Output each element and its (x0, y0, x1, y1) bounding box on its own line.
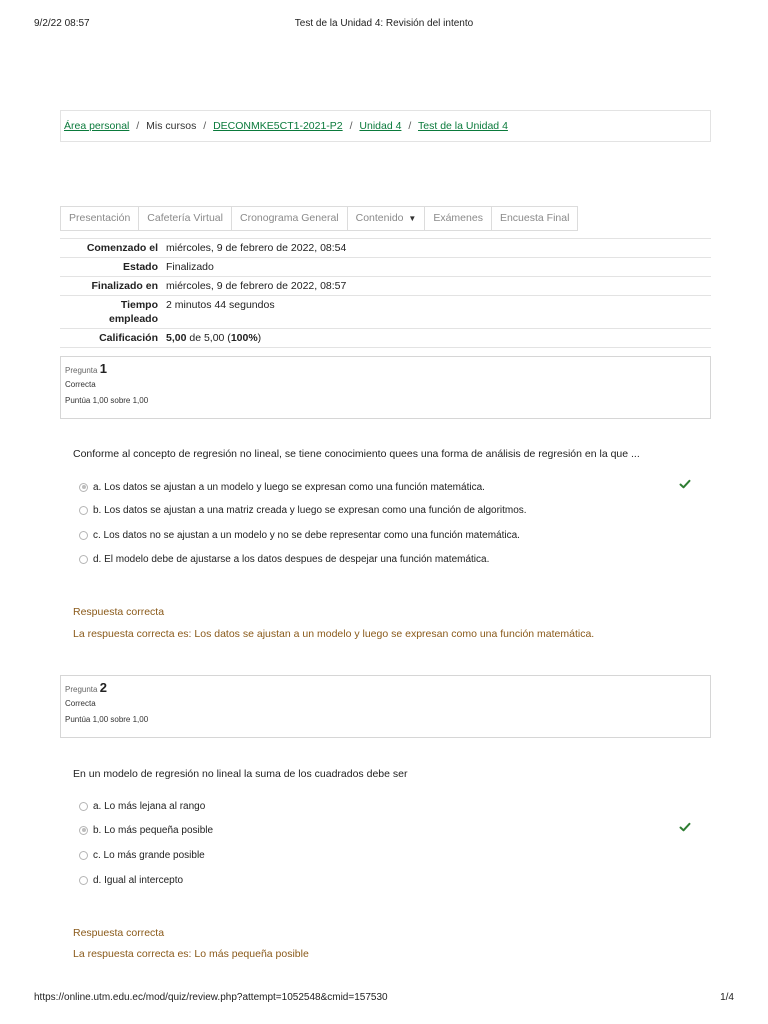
radio-selected-icon[interactable] (79, 483, 88, 492)
answer-option[interactable] (79, 823, 213, 837)
answer-option[interactable] (79, 848, 205, 862)
tab-contenido[interactable] (347, 206, 425, 231)
answer-option[interactable] (79, 503, 527, 517)
summary-value: Finalizado (162, 258, 711, 277)
grade-of: de 5,00 ( (186, 332, 231, 344)
summary-row-grade (60, 329, 711, 348)
feedback-title-2: Respuesta correcta (73, 927, 165, 939)
summary-label (60, 296, 162, 329)
print-title: Test de la Unidad 4: Revisión del intento (294, 18, 474, 29)
summary-row-finished (60, 277, 711, 296)
time-label-line-1: Tiempo (120, 299, 158, 311)
tab-presentacion[interactable]: Presentación (60, 206, 138, 231)
radio-icon[interactable] (79, 531, 88, 540)
summary-row-started (60, 239, 711, 258)
breadcrumb-area-personal[interactable]: Área personal (64, 120, 130, 132)
answer-label: b. Lo más pequeña posible (93, 824, 214, 836)
question-state: Correcta (65, 380, 96, 389)
question-text-1: Conforme al concepto de regresión no lineal, se tiene conocimiento quees una forma de análisis de regresión en la que ... (73, 448, 640, 460)
breadcrumb-test[interactable]: Test de la Unidad 4 (418, 120, 508, 132)
answer-label: c. Lo más grande posible (93, 849, 205, 861)
caret-down-icon: ▼ (408, 214, 417, 223)
answer-option[interactable] (79, 873, 183, 887)
answer-option[interactable] (79, 552, 489, 566)
tab-cronograma-general[interactable]: Cronograma General (231, 206, 347, 231)
breadcrumb-unit[interactable]: Unidad 4 (359, 120, 402, 132)
breadcrumb-separator: / (203, 120, 207, 132)
answer-option[interactable] (79, 528, 520, 542)
summary-label: Comenzado el (60, 239, 162, 258)
attempt-summary (60, 238, 711, 348)
question-state: Correcta (65, 699, 96, 708)
grade-percent: 100% (230, 332, 258, 344)
question-text-2: En un modelo de regresión no lineal la suma de los cuadrados debe ser (73, 768, 408, 780)
tab-contenido-label: Contenido (355, 212, 404, 224)
question-grade: Puntúa 1,00 sobre 1,00 (65, 715, 149, 724)
radio-icon[interactable] (79, 555, 88, 564)
feedback-title-1: Respuesta correcta (73, 606, 165, 618)
summary-row-time (60, 296, 711, 329)
time-label-line-2: empleado (108, 313, 158, 325)
radio-icon[interactable] (79, 506, 88, 515)
answer-label: c. Los datos no se ajustan a un modelo y no se debe representar como una función matemática. (93, 529, 520, 541)
tab-encuesta-final[interactable]: Encuesta Final (491, 206, 578, 231)
course-tabs (60, 206, 578, 231)
summary-label: Finalizado en (60, 277, 162, 296)
answer-option[interactable] (79, 480, 485, 494)
summary-label: Estado (60, 258, 162, 277)
breadcrumb-separator: / (136, 120, 140, 132)
breadcrumb-separator: / (349, 120, 353, 132)
feedback-text-2: La respuesta correcta es: Lo más pequeña posible (73, 948, 309, 960)
grade-close: ) (257, 332, 262, 344)
checkmark-icon (679, 478, 691, 490)
breadcrumb (60, 110, 711, 142)
question-info-2 (60, 675, 711, 738)
radio-selected-icon[interactable] (79, 826, 88, 835)
summary-row-state (60, 258, 711, 277)
summary-value: miércoles, 9 de febrero de 2022, 08:57 (162, 277, 711, 296)
summary-value: 2 minutos 44 segundos (162, 296, 711, 329)
question-prefix: Pregunta (65, 366, 98, 375)
checkmark-icon (679, 821, 691, 833)
grade-score: 5,00 (166, 332, 187, 344)
question-number: 1 (99, 361, 107, 376)
answer-label: d. Igual al intercepto (93, 874, 184, 886)
question-grade: Puntúa 1,00 sobre 1,00 (65, 396, 149, 405)
summary-value: miércoles, 9 de febrero de 2022, 08:54 (162, 239, 711, 258)
breadcrumb-mis-cursos: Mis cursos (146, 120, 197, 132)
answer-label: a. Los datos se ajustan a un modelo y luego se expresan como una función matemática. (93, 481, 485, 493)
breadcrumb-course[interactable]: DECONMKE5CT1-2021-P2 (213, 120, 343, 132)
page-count: 1/4 (720, 992, 734, 1003)
answer-label: d. El modelo debe de ajustarse a los datos despues de despejar una función matemática. (93, 553, 490, 565)
print-date: 9/2/22 08:57 (34, 18, 90, 29)
answer-label: a. Lo más lejana al rango (93, 800, 206, 812)
answer-option[interactable] (79, 799, 205, 813)
question-number: 2 (99, 680, 107, 695)
breadcrumb-separator: / (408, 120, 412, 132)
summary-label: Calificación (60, 329, 162, 348)
radio-icon[interactable] (79, 802, 88, 811)
feedback-text-1: La respuesta correcta es: Los datos se ajustan a un modelo y luego se expresan como una función matemática. (73, 628, 595, 640)
print-url: https://online.utm.edu.ec/mod/quiz/review.php?attempt=1052548&cmid=157530 (34, 992, 388, 1003)
print-footer (34, 992, 734, 1006)
summary-value (162, 329, 711, 348)
print-header (34, 18, 734, 32)
radio-icon[interactable] (79, 876, 88, 885)
radio-icon[interactable] (79, 851, 88, 860)
tab-cafeteria-virtual[interactable]: Cafetería Virtual (138, 206, 231, 231)
answer-label: b. Los datos se ajustan a una matriz creada y luego se expresan como una función de algoritmos. (93, 504, 527, 516)
question-prefix: Pregunta (65, 685, 98, 694)
question-info-1 (60, 356, 711, 419)
tab-examenes[interactable]: Exámenes (424, 206, 491, 231)
